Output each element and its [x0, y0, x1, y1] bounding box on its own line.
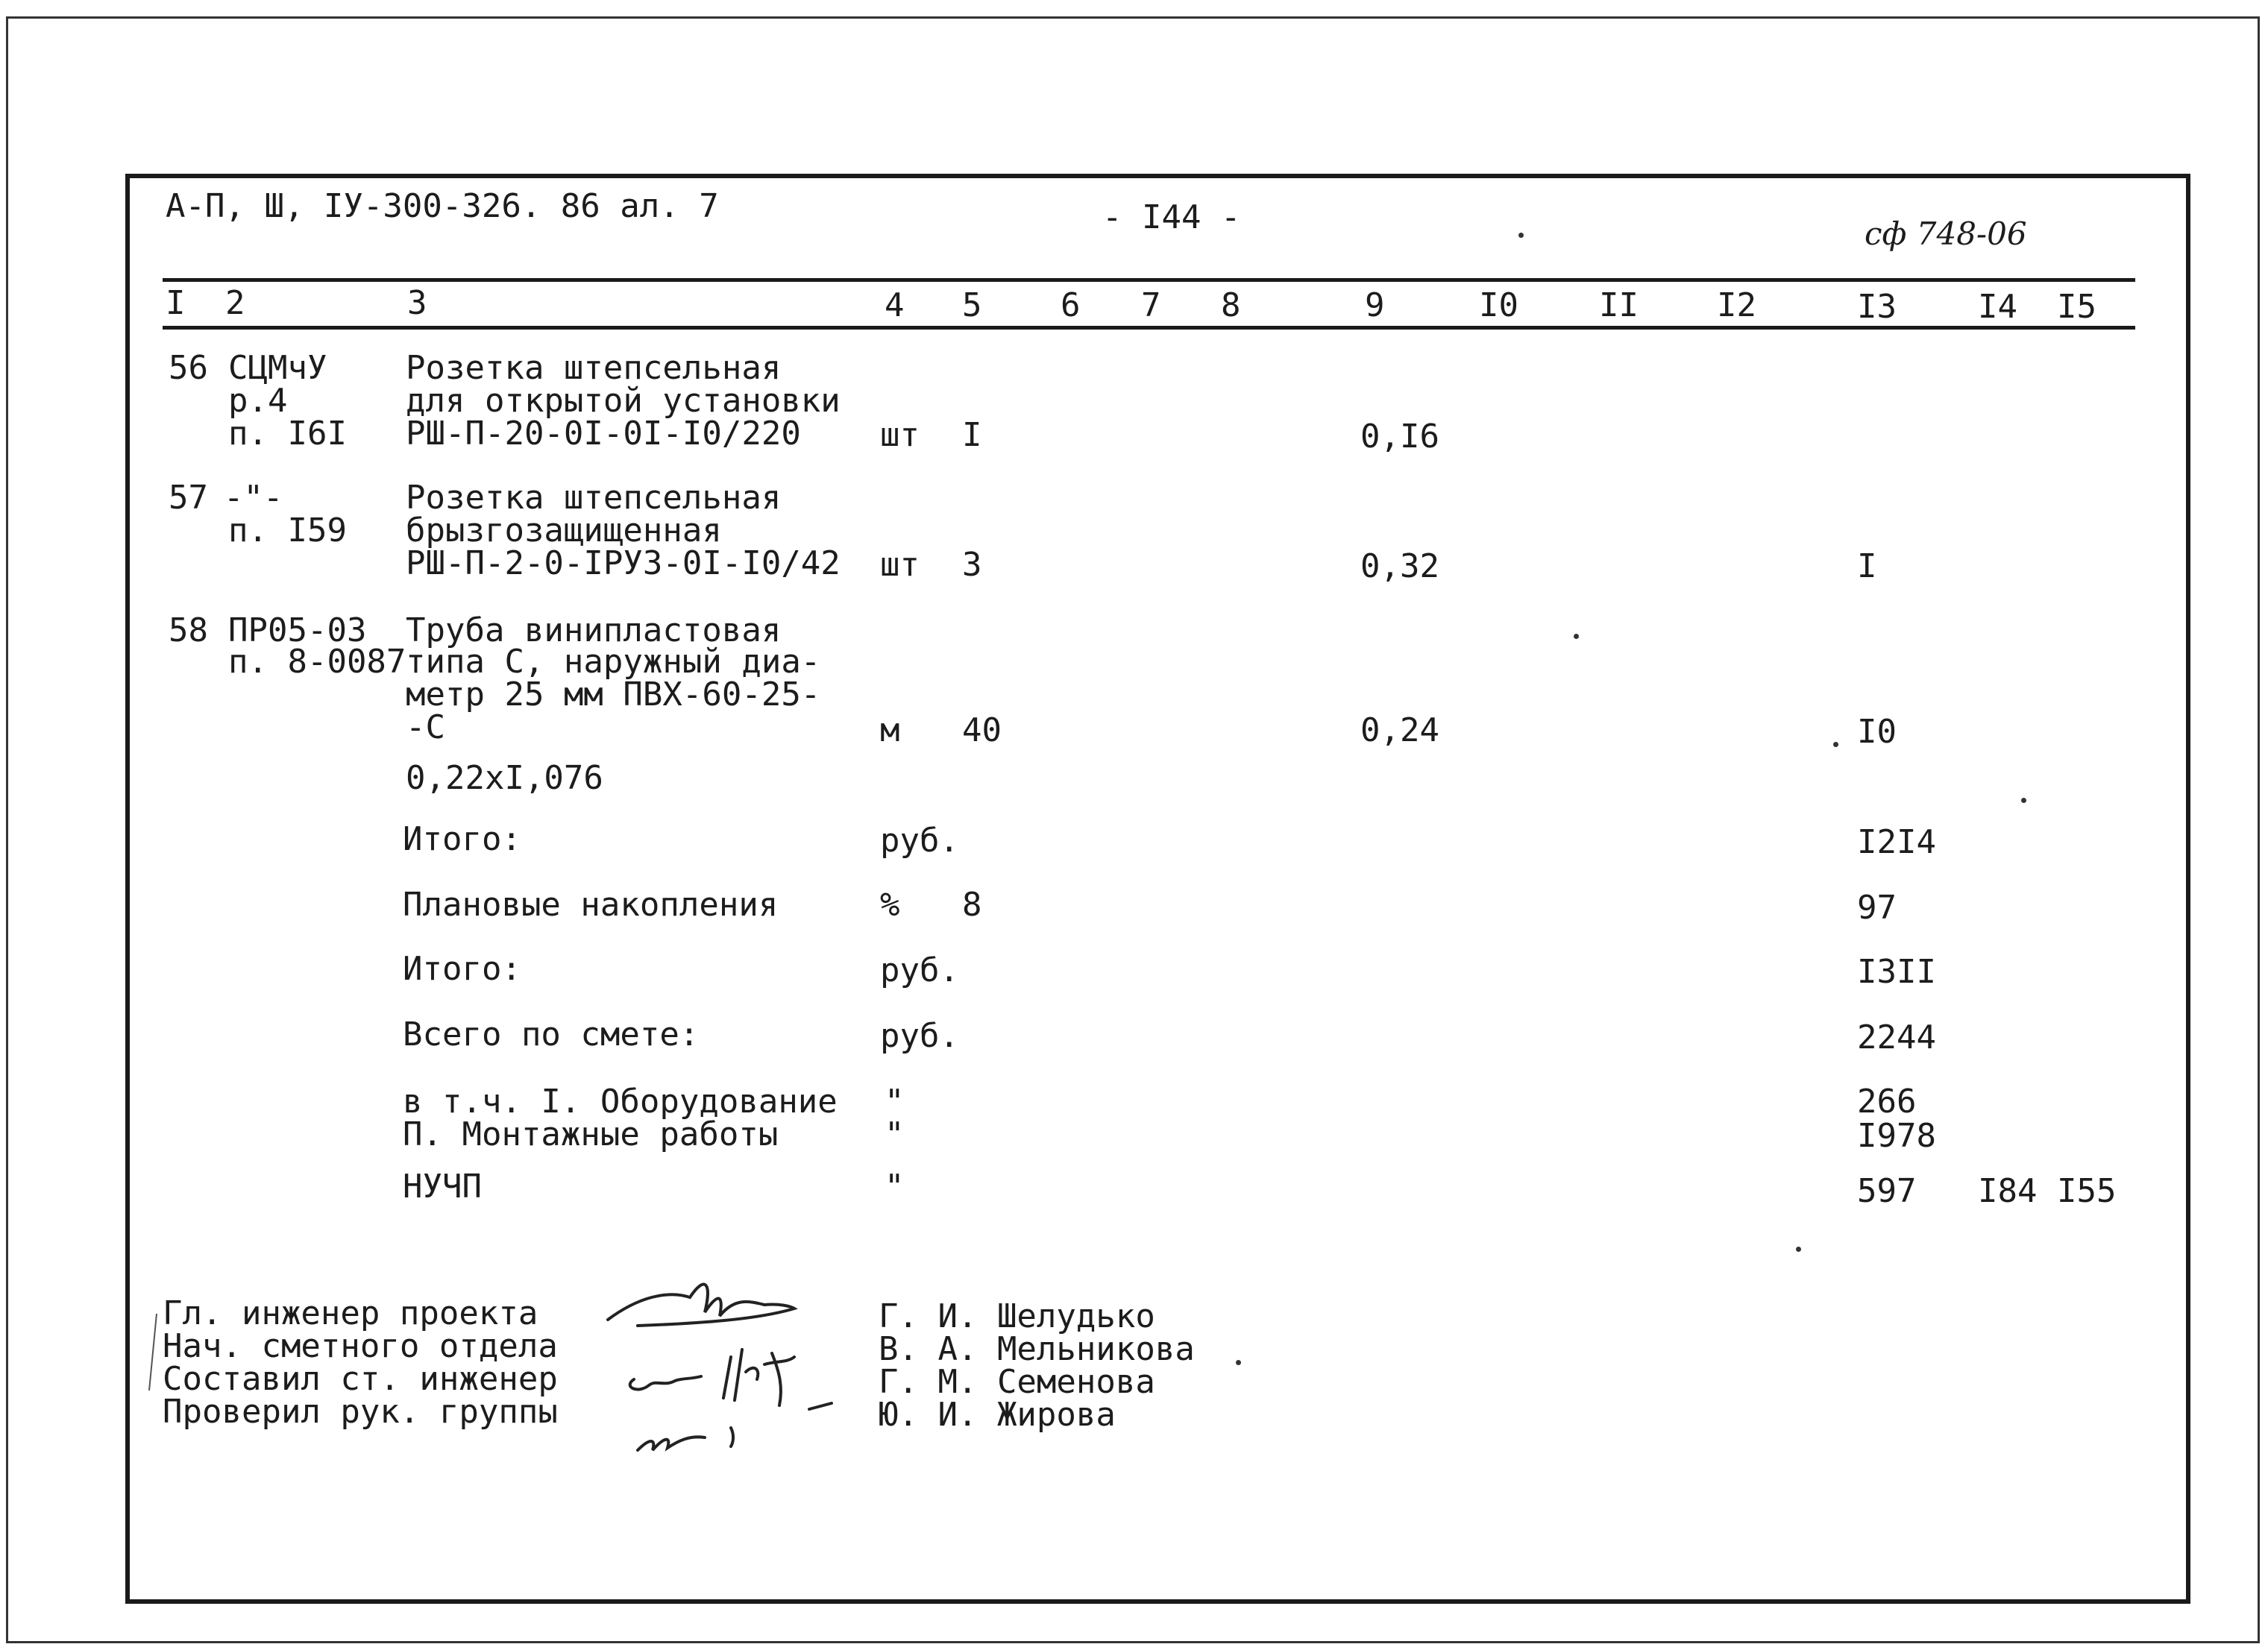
summary-planned-unit: %	[880, 886, 900, 924]
summary-subtotal2-unit: руб.	[880, 951, 959, 989]
header-rule-bottom	[163, 326, 2135, 330]
row-57-col9: 0,32	[1360, 547, 1439, 585]
row-58-qty: 40	[962, 711, 1002, 749]
row-58-desc-line3: метр 25 мм ПВХ-60-25-	[406, 676, 821, 714]
row-58-code-line2: п. 8-0087	[228, 643, 406, 681]
col-header-3: 3	[407, 284, 427, 322]
scan-speck	[1518, 233, 1524, 238]
signature-role-checked-by: Проверил рук. группы	[163, 1393, 558, 1431]
row-56-code-line3: п. I6I	[228, 415, 347, 453]
row-56-col9: 0,I6	[1360, 418, 1439, 456]
summary-subtotal2-label: Итого:	[403, 950, 521, 988]
summary-subtotal-unit: руб.	[880, 822, 959, 860]
scan-speck	[1574, 634, 1579, 639]
breakdown-equipment-value: 266	[1857, 1083, 1917, 1121]
scan-speck	[1796, 1247, 1801, 1252]
col-header-8: 8	[1221, 286, 1241, 324]
col-header-9: 9	[1365, 286, 1385, 324]
nuchp-col15: I55	[2057, 1172, 2117, 1210]
breakdown-equipment-label: в т.ч. I. Оборудование	[403, 1083, 838, 1121]
summary-planned-label: Плановые накопления	[403, 886, 779, 924]
scan-speck	[2021, 798, 2026, 803]
row-57-desc-line3: РШ-П-2-0-IРУ3-0I-I0/42	[406, 544, 841, 582]
calc-note: 0,22xI,076	[406, 759, 603, 797]
summary-total-unit: руб.	[880, 1017, 959, 1055]
col-header-14: I4	[1978, 288, 2017, 326]
col-header-12: I2	[1717, 286, 1756, 324]
row-57-code-line2: п. I59	[228, 511, 347, 550]
row-57-desc-line2: брызгозащищенная	[406, 511, 722, 550]
col-header-13: I3	[1857, 288, 1897, 326]
row-56-desc-line2: для открытой установки	[406, 382, 841, 420]
col-header-1: I	[166, 284, 186, 322]
signature-name-4: Ю. И. Жирова	[879, 1396, 1116, 1434]
breakdown-installation-value: I978	[1857, 1117, 1936, 1155]
page-number: - I44 -	[1102, 198, 1241, 236]
signature-role-chief-engineer: Гл. инженер проекта	[163, 1294, 538, 1332]
col-header-6: 6	[1061, 286, 1081, 324]
summary-planned-rate: 8	[962, 886, 982, 924]
nuchp-col13: 597	[1857, 1172, 1917, 1210]
handwritten-signatures	[593, 1268, 869, 1461]
summary-total-label: Всего по смете:	[403, 1015, 700, 1054]
handwritten-stamp: сф 748-06	[1865, 215, 2027, 252]
row-56-desc-line3: РШ-П-20-0I-0I-I0/220	[406, 415, 801, 453]
row-58-code-line1: ПР05-03	[228, 611, 367, 649]
row-58-number: 58	[169, 611, 208, 649]
signature-name-3: Г. М. Семенова	[879, 1363, 1155, 1401]
signature-name-2: В. А. Мельникова	[879, 1330, 1195, 1368]
summary-subtotal-value: I2I4	[1857, 823, 1936, 861]
breakdown-installation-unit: "	[885, 1115, 905, 1153]
col-header-5: 5	[962, 286, 982, 324]
summary-subtotal2-value: I3II	[1857, 953, 1936, 991]
margin-pencil-mark	[146, 1312, 161, 1394]
document-code: А-П, Ш, IУ-300-326. 86 ал. 7	[166, 187, 719, 225]
col-header-15: I5	[2057, 288, 2096, 326]
scan-speck	[1236, 1360, 1241, 1365]
signature-name-1: Г. И. Шелудько	[879, 1297, 1155, 1335]
col-header-2: 2	[225, 284, 245, 322]
row-57-code-line1: -"-	[224, 479, 283, 517]
header-rule-top	[163, 278, 2135, 282]
scan-speck	[1833, 742, 1838, 747]
row-57-col13: I	[1857, 547, 1877, 585]
nuchp-label: НУЧП	[403, 1168, 482, 1206]
row-57-qty: 3	[962, 546, 982, 584]
summary-planned-value: 97	[1857, 889, 1897, 927]
nuchp-unit: "	[885, 1168, 905, 1206]
row-57-unit: шт	[880, 546, 920, 584]
row-58-desc-line1: Труба винипластовая	[406, 611, 782, 649]
row-56-qty: I	[962, 416, 982, 454]
breakdown-equipment-unit: "	[885, 1083, 905, 1121]
summary-total-value: 2244	[1857, 1018, 1936, 1057]
signature-role-compiled-by: Составил ст. инженер	[163, 1360, 558, 1398]
row-58-desc-line2: типа С, наружный диа-	[406, 643, 821, 681]
row-56-desc-line1: Розетка штепсельная	[406, 349, 782, 387]
col-header-7: 7	[1141, 286, 1161, 324]
nuchp-col14: I84	[1978, 1172, 2038, 1210]
col-header-10: I0	[1479, 286, 1518, 324]
row-56-code-line2: р.4	[228, 382, 288, 420]
row-58-desc-line4: -С	[406, 708, 445, 746]
row-56-number: 56	[169, 349, 208, 387]
row-57-number: 57	[169, 479, 208, 517]
summary-subtotal-label: Итого:	[403, 820, 521, 858]
row-56-unit: шт	[880, 416, 920, 454]
col-header-11: II	[1599, 286, 1639, 324]
row-58-unit: м	[880, 711, 900, 749]
breakdown-installation-label: П. Монтажные работы	[403, 1115, 779, 1153]
col-header-4: 4	[885, 286, 905, 324]
row-57-desc-line1: Розетка штепсельная	[406, 479, 782, 517]
row-56-code-line1: СЦМчУ	[228, 349, 327, 387]
row-58-col9: 0,24	[1360, 711, 1439, 749]
signature-role-head-estimates: Нач. сметного отдела	[163, 1327, 558, 1365]
row-58-col13: I0	[1857, 713, 1897, 751]
